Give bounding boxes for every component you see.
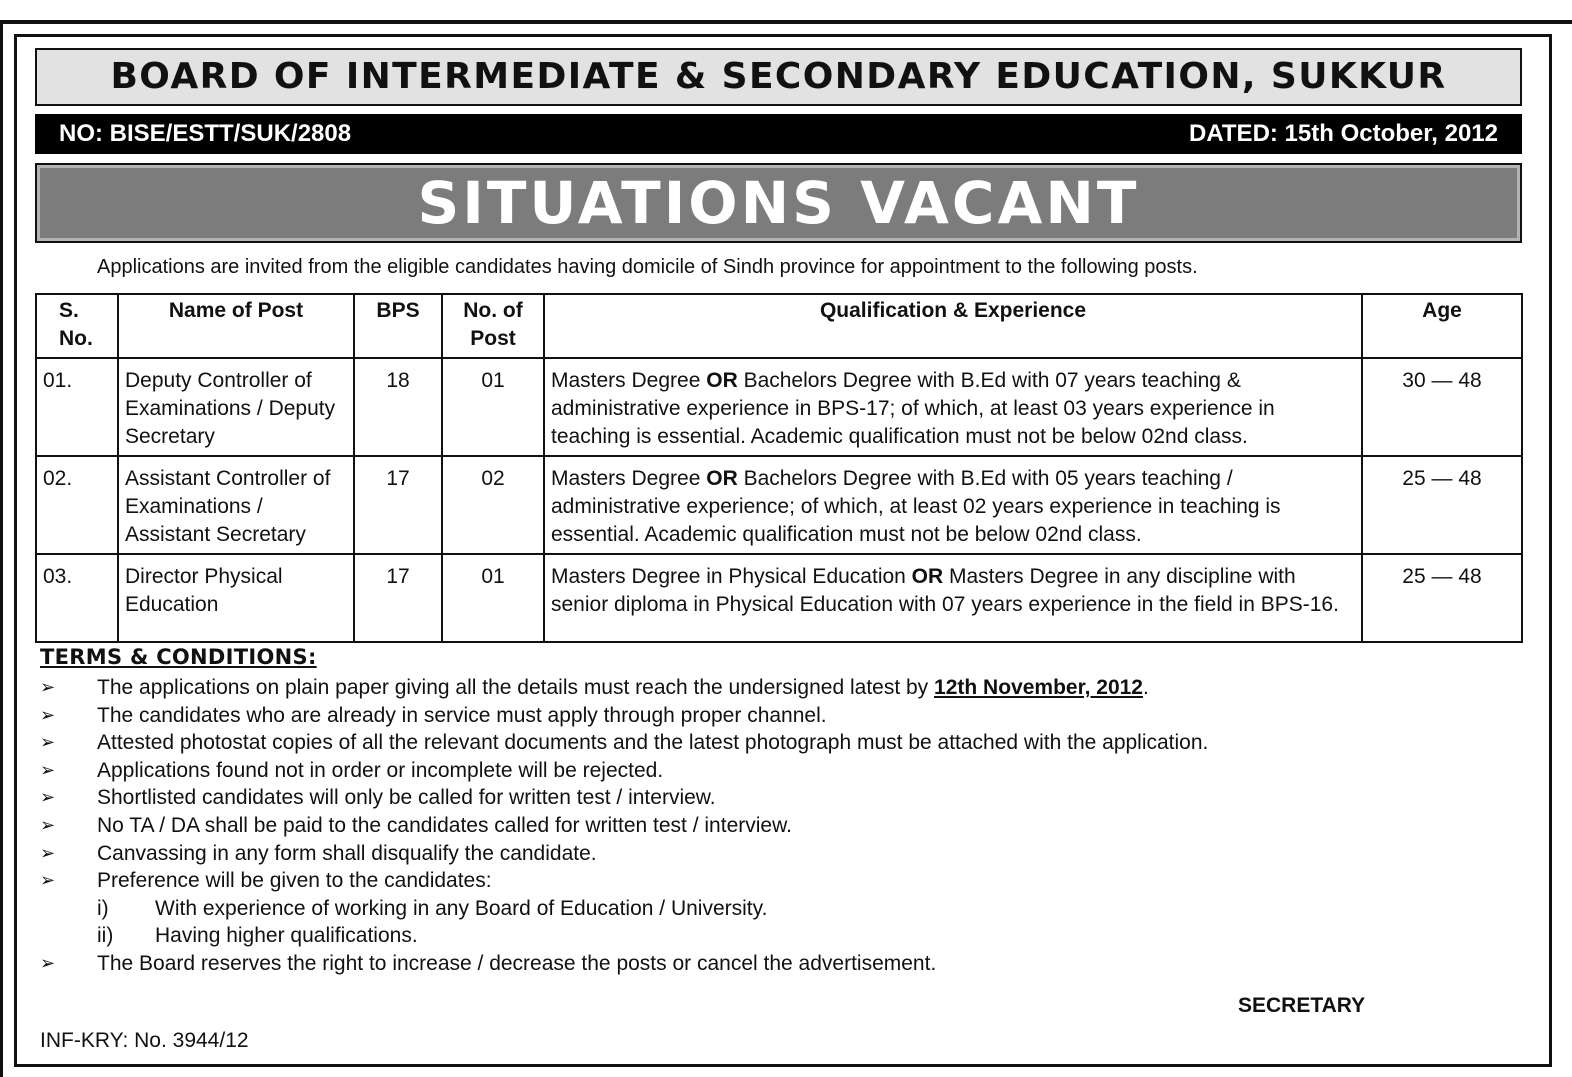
term-text-part: The applications on plain paper giving all the details must reach the undersigned latest by <box>97 676 935 699</box>
header-posts-line2: Post <box>470 327 516 350</box>
qualification-or: OR <box>706 369 738 392</box>
header-no-of-post <box>442 294 544 358</box>
term-text-part: . <box>1142 676 1149 699</box>
intro-text: Applications are invited from the eligible candidates having domicile of Sindh province for appointment to the following posts. <box>97 256 1198 278</box>
row-age: 30 — 48 <box>1362 358 1522 456</box>
qualification-text: Bachelors Degree with B.Ed with 05 years teaching / administrative experience; of which, at least 02 years experience in teaching is essential. Academic qualification must not be below 02nd class. <box>551 467 1281 546</box>
row-qualification <box>544 456 1362 554</box>
term-text: Applications found not in order or incomplete will be rejected. <box>97 758 664 782</box>
inf-reference: INF-KRY: No. 3944/12 <box>40 1029 249 1052</box>
row-sno: 02. <box>36 456 118 554</box>
subitem-number: i) <box>97 896 109 920</box>
arrow-bullet-icon: ➢ <box>40 870 56 892</box>
table-row <box>36 358 1522 456</box>
row-qualification <box>544 358 1362 456</box>
subitem-text: Having higher qualifications. <box>155 924 418 948</box>
qualification-text: Masters Degree <box>551 467 707 490</box>
arrow-bullet-icon: ➢ <box>40 704 56 726</box>
term-text <box>97 674 1149 702</box>
situations-vacant-banner: SITUATIONS VACANT <box>35 163 1522 243</box>
row-post-name: Director Physical Education <box>118 554 354 642</box>
qualification-text: Bachelors Degree with B.Ed with 07 years teaching & administrative experience in BPS-17; of which, at least 03 years experience in teaching is essential. Academic qualification must not be below 02nd class. <box>551 369 1275 448</box>
row-bps: 18 <box>354 358 442 456</box>
row-bps: 17 <box>354 554 442 642</box>
row-no-of-post: 02 <box>442 456 544 554</box>
row-age: 25 — 48 <box>1362 554 1522 642</box>
term-text: Canvassing in any form shall disqualify the candidate. <box>97 841 597 865</box>
arrow-bullet-icon: ➢ <box>40 759 56 781</box>
header-sno <box>36 294 118 358</box>
header-sno-line2: No. <box>59 327 93 350</box>
table-row <box>36 456 1522 554</box>
qualification-or: OR <box>911 565 944 588</box>
board-title: BOARD OF INTERMEDIATE & SECONDARY EDUCATION, SUKKUR <box>35 48 1522 106</box>
qualification-text: Masters Degree <box>551 369 707 392</box>
dated: DATED: 15th October, 2012 <box>1189 120 1498 147</box>
term-text: Attested photostat copies of all the relevant documents and the latest photograph must be attached with the application. <box>97 731 1209 755</box>
reference-bar <box>35 114 1522 154</box>
header-age: Age <box>1362 294 1522 358</box>
qualification-text: Masters Degree in Physical Education <box>551 565 912 588</box>
arrow-bullet-icon: ➢ <box>40 814 56 836</box>
term-text: No TA / DA shall be paid to the candidates called for written test / interview. <box>97 813 792 837</box>
qualification-or: OR <box>706 467 738 490</box>
header-bps: BPS <box>354 294 442 358</box>
term-text: Preference will be given to the candidates: <box>97 869 492 893</box>
qualification-text: Masters Degree in any discipline with senior diploma in Physical Education with 07 years experience in the field in BPS-16. <box>551 565 1339 616</box>
posts-table <box>35 293 1523 643</box>
term-text: The candidates who are already in service must apply through proper channel. <box>97 703 827 727</box>
row-post-name: Assistant Controller of Examinations / Assistant Secretary <box>118 456 354 554</box>
header-posts-line1: No. of <box>463 299 523 322</box>
row-bps: 17 <box>354 456 442 554</box>
arrow-bullet-icon: ➢ <box>40 732 56 754</box>
reference-number: NO: BISE/ESTT/SUK/2808 <box>59 120 352 147</box>
header-qualification: Qualification & Experience <box>544 294 1362 358</box>
header-name: Name of Post <box>118 294 354 358</box>
table-row <box>36 554 1522 642</box>
row-qualification <box>544 554 1362 642</box>
signatory: SECRETARY <box>1238 994 1366 1017</box>
subitem-number: ii) <box>97 924 114 948</box>
row-sno: 03. <box>36 554 118 642</box>
subitem-text: With experience of working in any Board of Education / University. <box>155 896 768 920</box>
arrow-bullet-icon: ➢ <box>40 842 56 864</box>
term-text: The Board reserves the right to increase / decrease the posts or cancel the advertisement. <box>97 951 937 975</box>
row-age: 25 — 48 <box>1362 456 1522 554</box>
deadline-date: 12th November, 2012 <box>934 676 1143 699</box>
arrow-bullet-icon: ➢ <box>40 677 56 698</box>
table-header-row <box>36 294 1522 358</box>
header-sno-line1: S. <box>59 299 79 322</box>
arrow-bullet-icon: ➢ <box>40 952 56 974</box>
term-text: Shortlisted candidates will only be called for written test / interview. <box>97 786 716 810</box>
row-no-of-post: 01 <box>442 358 544 456</box>
row-sno: 01. <box>36 358 118 456</box>
arrow-bullet-icon: ➢ <box>40 787 56 809</box>
row-no-of-post: 01 <box>442 554 544 642</box>
terms-heading: TERMS & CONDITIONS: <box>40 645 317 669</box>
row-post-name: Deputy Controller of Examinations / Deputy Secretary <box>118 358 354 456</box>
